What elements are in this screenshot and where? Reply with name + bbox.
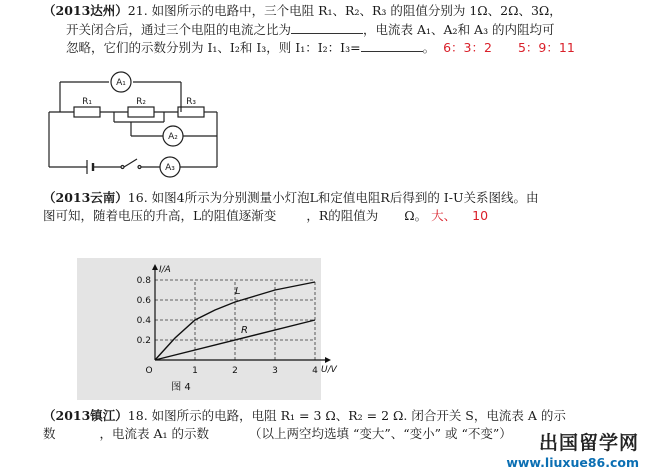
blank-field bbox=[291, 21, 363, 34]
series-label-l: L bbox=[235, 286, 241, 297]
resistor-r1-label: R₁ bbox=[82, 97, 92, 107]
x-tick-label: 3 bbox=[272, 366, 278, 376]
q21-line2: 开关闭合后，通过三个电阻的电流之比为 ，电流表 A₁、A₂和 A₃ 的内阻均可 bbox=[66, 22, 555, 37]
q21-answer-2: 5：9：11 bbox=[517, 40, 575, 55]
q18-source-tag: （2013镇江） bbox=[43, 408, 128, 423]
q18-line2: 数 ，电流表 A₁ 的示数 （以上两空均选填 “变大”、“变小” 或 “不变”） bbox=[43, 426, 512, 441]
y-tick-label: 0.4 bbox=[136, 316, 151, 326]
watermark-url: www.liuxue86.com bbox=[506, 455, 639, 470]
origin-label: O bbox=[145, 366, 153, 376]
x-axis-arrow bbox=[325, 357, 331, 363]
q21-line1: （2013达州）21. 如图所示的电路中，三个电阻 R₁、R₂、R₃ 的阻值分别为 1Ω、2Ω、3Ω， bbox=[43, 3, 562, 18]
q21-line3: 忽略，它们的示数分别为 I₁、I₂和 I₃，则 I₁：I₂：I₃= 。 6：3：2 5：9：11 bbox=[66, 40, 575, 55]
q16-line2: 图可知，随着电压的升高，L的阻值逐渐变 ，R的阻值为 Ω。 大、 10 bbox=[43, 208, 489, 223]
blank-field bbox=[361, 39, 423, 52]
q16-source-tag: （2013云南） bbox=[43, 190, 128, 205]
resistor-r2-label: R₂ bbox=[136, 97, 146, 107]
iu-graph-panel bbox=[77, 258, 337, 400]
y-tick-label: 0.6 bbox=[136, 296, 151, 306]
y-tick-label: 0.2 bbox=[136, 336, 151, 346]
q16-answer-2: 10 bbox=[472, 208, 489, 223]
x-tick-label: 4 bbox=[312, 366, 318, 376]
watermark-name: 出国留学网 bbox=[538, 432, 639, 454]
ammeter-a3-label: A₃ bbox=[165, 163, 175, 173]
q21-source-tag: （2013达州） bbox=[43, 3, 128, 18]
series-label-r: R bbox=[241, 325, 248, 336]
q16-line1: （2013云南）16. 如图4所示为分别测量小灯泡L和定值电阻R后得到的 I-U关系图线。由 bbox=[43, 190, 539, 205]
q16-answer-1: 大、 bbox=[431, 208, 457, 223]
ammeter-a1-label: A₁ bbox=[116, 78, 126, 88]
circuit-diagram bbox=[36, 64, 236, 184]
q18-line1: （2013镇江）18. 如图所示的电路，电阻 R₁ = 3 Ω、R₂ = 2 Ω. 闭合开关 S，电流表 A 的示 bbox=[43, 408, 566, 423]
iu-chart bbox=[77, 258, 337, 400]
y-axis-label: I/A bbox=[159, 265, 171, 275]
x-tick-label: 2 bbox=[232, 366, 238, 376]
y-tick-label: 0.8 bbox=[136, 276, 151, 286]
x-axis-label: U/V bbox=[321, 365, 337, 375]
site-watermark bbox=[506, 428, 639, 470]
figure-caption: 图 4 bbox=[171, 382, 191, 393]
q21-answer-1: 6：3：2 bbox=[443, 40, 492, 55]
y-axis-arrow bbox=[152, 264, 158, 270]
ammeter-a2-label: A₂ bbox=[168, 132, 178, 142]
resistor-r3-label: R₃ bbox=[186, 97, 196, 107]
x-tick-label: 1 bbox=[192, 366, 198, 376]
